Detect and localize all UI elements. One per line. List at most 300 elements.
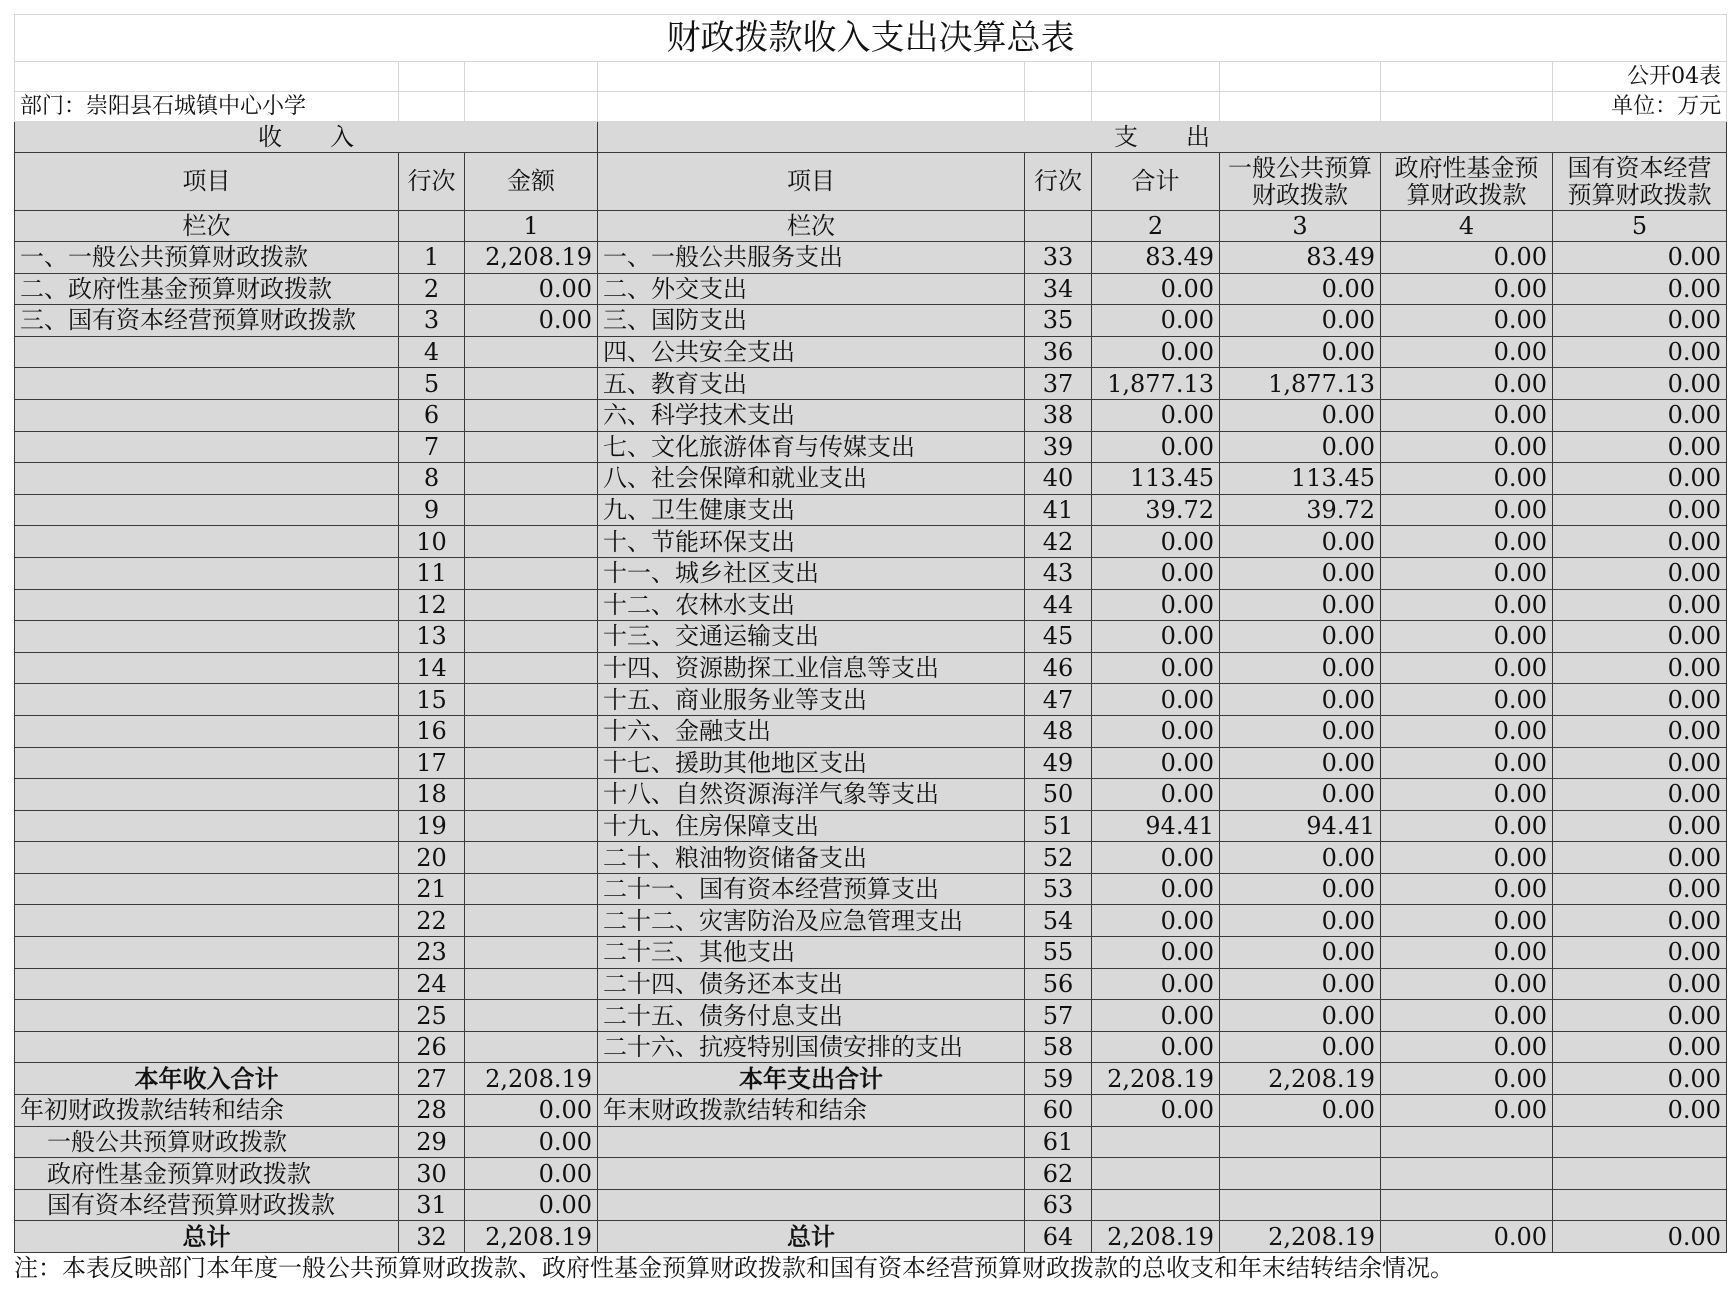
expense-fund: 0.00 [1381, 747, 1553, 779]
income-section-header: 收 入 [15, 122, 598, 153]
income-amount [465, 873, 598, 905]
table-row [15, 589, 1727, 621]
expense-state: 0.00 [1553, 905, 1727, 937]
table-row [15, 273, 1727, 305]
income-amount [465, 842, 598, 874]
expense-line-no: 48 [1025, 715, 1092, 747]
expense-item: 十、节能环保支出 [598, 526, 1025, 558]
table-row [15, 1031, 1727, 1063]
expense-line-no: 64 [1025, 1221, 1092, 1253]
expense-state: 0.00 [1553, 242, 1727, 274]
expense-state: 0.00 [1553, 305, 1727, 337]
expense-total: 0.00 [1092, 873, 1220, 905]
col-number-5: 5 [1553, 211, 1727, 242]
expense-state-header: 国有资本经营预算财政拨款 [1553, 153, 1727, 211]
table-row [15, 715, 1727, 747]
expense-state: 0.00 [1553, 1095, 1727, 1127]
expense-general: 0.00 [1220, 652, 1381, 684]
expense-line-header: 行次 [1025, 153, 1092, 211]
expense-line-no: 58 [1025, 1031, 1092, 1063]
income-line-no: 29 [399, 1126, 465, 1158]
expense-item: 十七、援助其他地区支出 [598, 747, 1025, 779]
expense-total: 0.00 [1092, 652, 1220, 684]
expense-general: 0.00 [1220, 968, 1381, 1000]
income-line-header: 行次 [399, 153, 465, 211]
income-amount [465, 336, 598, 368]
expense-general: 0.00 [1220, 905, 1381, 937]
expense-fund: 0.00 [1381, 873, 1553, 905]
income-item [15, 652, 399, 684]
expense-general [1220, 1189, 1381, 1221]
expense-line-no: 47 [1025, 684, 1092, 716]
expense-fund: 0.00 [1381, 526, 1553, 558]
expense-item: 十六、金融支出 [598, 715, 1025, 747]
expense-item: 五、教育支出 [598, 368, 1025, 400]
expense-line-no: 46 [1025, 652, 1092, 684]
expense-line-no: 53 [1025, 873, 1092, 905]
expense-state: 0.00 [1553, 652, 1727, 684]
expense-state: 0.00 [1553, 1000, 1727, 1032]
expense-item: 二十六、抗疫特别国债安排的支出 [598, 1031, 1025, 1063]
income-amount [465, 368, 598, 400]
expense-line-no: 37 [1025, 368, 1092, 400]
income-amount [465, 747, 598, 779]
expense-item: 七、文化旅游体育与传媒支出 [598, 431, 1025, 463]
expense-line-no: 34 [1025, 273, 1092, 305]
expense-fund: 0.00 [1381, 1031, 1553, 1063]
income-line-no: 21 [399, 873, 465, 905]
expense-fund: 0.00 [1381, 273, 1553, 305]
department-label: 部门：崇阳县石城镇中心小学 [15, 92, 399, 122]
income-line-no: 12 [399, 589, 465, 621]
expense-line-no: 44 [1025, 589, 1092, 621]
income-amount [465, 652, 598, 684]
expense-fund: 0.00 [1381, 842, 1553, 874]
income-item [15, 399, 399, 431]
expense-line-no: 60 [1025, 1095, 1092, 1127]
expense-state: 0.00 [1553, 842, 1727, 874]
expense-state: 0.00 [1553, 1031, 1727, 1063]
income-line-no: 31 [399, 1189, 465, 1221]
expense-fund: 0.00 [1381, 652, 1553, 684]
expense-state: 0.00 [1553, 937, 1727, 969]
income-amount: 0.00 [465, 1126, 598, 1158]
income-item: 总计 [15, 1221, 399, 1253]
income-line-no: 2 [399, 273, 465, 305]
expense-total-header: 合计 [1092, 153, 1220, 211]
expense-general: 2,208.19 [1220, 1063, 1381, 1095]
table-row [15, 1126, 1727, 1158]
expense-item: 十九、住房保障支出 [598, 810, 1025, 842]
income-item: 国有资本经营预算财政拨款 [15, 1189, 399, 1221]
expense-total: 0.00 [1092, 684, 1220, 716]
expense-general: 1,877.13 [1220, 368, 1381, 400]
expense-item: 八、社会保障和就业支出 [598, 463, 1025, 495]
expense-total: 0.00 [1092, 968, 1220, 1000]
income-line-no: 17 [399, 747, 465, 779]
income-line-no: 9 [399, 494, 465, 526]
table-row [15, 621, 1727, 653]
expense-total: 94.41 [1092, 810, 1220, 842]
expense-state: 0.00 [1553, 621, 1727, 653]
expense-state: 0.00 [1553, 526, 1727, 558]
expense-state: 0.00 [1553, 557, 1727, 589]
expense-state [1553, 1126, 1727, 1158]
income-line-no: 23 [399, 937, 465, 969]
unit-label: 单位：万元 [1553, 92, 1727, 122]
expense-item: 十八、自然资源海洋气象等支出 [598, 779, 1025, 811]
expense-general: 0.00 [1220, 336, 1381, 368]
income-line-no: 16 [399, 715, 465, 747]
expense-total: 0.00 [1092, 715, 1220, 747]
income-line-no: 19 [399, 810, 465, 842]
expense-general-header: 一般公共预算财政拨款 [1220, 153, 1381, 211]
expense-line-no: 42 [1025, 526, 1092, 558]
expense-state: 0.00 [1553, 810, 1727, 842]
expense-line-no: 63 [1025, 1189, 1092, 1221]
income-item [15, 336, 399, 368]
table-row [15, 399, 1727, 431]
table-row [15, 810, 1727, 842]
income-item: 二、政府性基金预算财政拨款 [15, 273, 399, 305]
expense-line-no: 54 [1025, 905, 1092, 937]
income-line-no: 20 [399, 842, 465, 874]
col-number-2: 2 [1092, 211, 1220, 242]
expense-line-no: 57 [1025, 1000, 1092, 1032]
expense-line-no: 49 [1025, 747, 1092, 779]
expense-item: 二十四、债务还本支出 [598, 968, 1025, 1000]
expense-line-no: 40 [1025, 463, 1092, 495]
expense-fund: 0.00 [1381, 399, 1553, 431]
expense-fund: 0.00 [1381, 1095, 1553, 1127]
expense-line-no: 52 [1025, 842, 1092, 874]
expense-item [598, 1126, 1025, 1158]
income-line-no: 7 [399, 431, 465, 463]
income-line-no: 10 [399, 526, 465, 558]
expense-total: 0.00 [1092, 747, 1220, 779]
expense-line-no: 36 [1025, 336, 1092, 368]
income-item-header: 项目 [15, 153, 399, 211]
income-amount [465, 526, 598, 558]
report-sheet [14, 14, 1726, 1253]
expense-general: 0.00 [1220, 621, 1381, 653]
income-amount [465, 557, 598, 589]
expense-general: 39.72 [1220, 494, 1381, 526]
income-item [15, 1000, 399, 1032]
table-row [15, 368, 1727, 400]
expense-item-header: 项目 [598, 153, 1025, 211]
expense-total: 0.00 [1092, 1095, 1220, 1127]
expense-line-no: 38 [1025, 399, 1092, 431]
income-item: 政府性基金预算财政拨款 [15, 1158, 399, 1190]
expense-state: 0.00 [1553, 779, 1727, 811]
income-line-no: 11 [399, 557, 465, 589]
income-item: 一般公共预算财政拨款 [15, 1126, 399, 1158]
expense-total: 0.00 [1092, 905, 1220, 937]
income-amount [465, 937, 598, 969]
col-number-1: 1 [465, 211, 598, 242]
expense-general: 83.49 [1220, 242, 1381, 274]
expense-state: 0.00 [1553, 494, 1727, 526]
expense-total: 0.00 [1092, 779, 1220, 811]
income-line-no: 28 [399, 1095, 465, 1127]
expense-fund [1381, 1126, 1553, 1158]
expense-item: 二十二、灾害防治及应急管理支出 [598, 905, 1025, 937]
expense-total: 0.00 [1092, 621, 1220, 653]
table-row [15, 684, 1727, 716]
income-item [15, 747, 399, 779]
report-table [14, 14, 1727, 1253]
income-item [15, 810, 399, 842]
expense-general: 0.00 [1220, 589, 1381, 621]
table-row [15, 968, 1727, 1000]
table-row [15, 336, 1727, 368]
income-line-no: 32 [399, 1221, 465, 1253]
income-amount [465, 463, 598, 495]
expense-general: 0.00 [1220, 526, 1381, 558]
expense-general: 0.00 [1220, 842, 1381, 874]
expense-line-no: 51 [1025, 810, 1092, 842]
expense-line-no: 56 [1025, 968, 1092, 1000]
expense-general: 0.00 [1220, 715, 1381, 747]
expense-state: 0.00 [1553, 589, 1727, 621]
expense-state: 0.00 [1553, 273, 1727, 305]
income-amount-header: 金额 [465, 153, 598, 211]
income-amount: 2,208.19 [465, 242, 598, 274]
income-amount [465, 905, 598, 937]
table-row [15, 305, 1727, 337]
table-row [15, 494, 1727, 526]
income-item [15, 368, 399, 400]
expense-item: 四、公共安全支出 [598, 336, 1025, 368]
expense-fund-header: 政府性基金预算财政拨款 [1381, 153, 1553, 211]
income-line-no: 15 [399, 684, 465, 716]
expense-fund: 0.00 [1381, 305, 1553, 337]
expense-item: 十四、资源勘探工业信息等支出 [598, 652, 1025, 684]
expense-fund: 0.00 [1381, 968, 1553, 1000]
expense-line-no: 61 [1025, 1126, 1092, 1158]
expense-state: 0.00 [1553, 431, 1727, 463]
income-item [15, 905, 399, 937]
income-amount [465, 621, 598, 653]
expense-state: 0.00 [1553, 399, 1727, 431]
expense-total: 0.00 [1092, 1031, 1220, 1063]
expense-fund: 0.00 [1381, 431, 1553, 463]
expense-total: 0.00 [1092, 589, 1220, 621]
expense-state: 0.00 [1553, 1221, 1727, 1253]
income-item [15, 715, 399, 747]
expense-item: 二、外交支出 [598, 273, 1025, 305]
income-item [15, 526, 399, 558]
expense-item: 十三、交通运输支出 [598, 621, 1025, 653]
income-amount [465, 1031, 598, 1063]
expense-line-no: 43 [1025, 557, 1092, 589]
income-amount: 0.00 [465, 1158, 598, 1190]
expense-state [1553, 1158, 1727, 1190]
table-row [15, 1189, 1727, 1221]
income-amount [465, 684, 598, 716]
income-amount [465, 399, 598, 431]
table-row [15, 1063, 1727, 1095]
income-amount [465, 715, 598, 747]
expense-total [1092, 1158, 1220, 1190]
expense-line-no: 62 [1025, 1158, 1092, 1190]
table-row [15, 557, 1727, 589]
expense-total: 2,208.19 [1092, 1221, 1220, 1253]
income-amount [465, 968, 598, 1000]
income-amount: 0.00 [465, 1189, 598, 1221]
expense-state: 0.00 [1553, 747, 1727, 779]
expense-item: 十五、商业服务业等支出 [598, 684, 1025, 716]
income-amount [465, 494, 598, 526]
expense-item: 二十一、国有资本经营预算支出 [598, 873, 1025, 905]
expense-general: 0.00 [1220, 1095, 1381, 1127]
income-line-no: 1 [399, 242, 465, 274]
expense-fund: 0.00 [1381, 1000, 1553, 1032]
expense-fund: 0.00 [1381, 368, 1553, 400]
income-item [15, 621, 399, 653]
table-row [15, 1095, 1727, 1127]
income-line-no: 6 [399, 399, 465, 431]
expense-fund: 0.00 [1381, 494, 1553, 526]
expense-line-no: 59 [1025, 1063, 1092, 1095]
expense-general: 0.00 [1220, 1031, 1381, 1063]
table-row [15, 431, 1727, 463]
table-row [15, 242, 1727, 274]
expense-line-no: 50 [1025, 779, 1092, 811]
expense-fund: 0.00 [1381, 810, 1553, 842]
income-item [15, 494, 399, 526]
expense-general: 0.00 [1220, 747, 1381, 779]
expense-item: 二十、粮油物资储备支出 [598, 842, 1025, 874]
income-item [15, 589, 399, 621]
income-item [15, 431, 399, 463]
expense-total: 0.00 [1092, 1000, 1220, 1032]
table-row [15, 747, 1727, 779]
income-amount [465, 810, 598, 842]
expense-general [1220, 1126, 1381, 1158]
expense-line-no: 45 [1025, 621, 1092, 653]
expense-total: 83.49 [1092, 242, 1220, 274]
expense-item [598, 1189, 1025, 1221]
income-line-no: 24 [399, 968, 465, 1000]
table-row [15, 652, 1727, 684]
income-item [15, 937, 399, 969]
expense-state: 0.00 [1553, 1063, 1727, 1095]
income-line-no: 5 [399, 368, 465, 400]
expense-item: 三、国防支出 [598, 305, 1025, 337]
expense-general: 0.00 [1220, 684, 1381, 716]
table-row [15, 905, 1727, 937]
income-line-no: 14 [399, 652, 465, 684]
col-number-3: 3 [1220, 211, 1381, 242]
table-row [15, 842, 1727, 874]
income-line-no: 27 [399, 1063, 465, 1095]
expense-general [1220, 1158, 1381, 1190]
expense-fund: 0.00 [1381, 336, 1553, 368]
income-item [15, 463, 399, 495]
expense-item: 十二、农林水支出 [598, 589, 1025, 621]
income-line-no: 30 [399, 1158, 465, 1190]
income-line-no: 8 [399, 463, 465, 495]
expense-total: 2,208.19 [1092, 1063, 1220, 1095]
form-code: 公开04表 [1553, 62, 1727, 92]
expense-fund: 0.00 [1381, 589, 1553, 621]
income-amount: 2,208.19 [465, 1221, 598, 1253]
income-item: 一、一般公共预算财政拨款 [15, 242, 399, 274]
expense-state: 0.00 [1553, 463, 1727, 495]
expense-state [1553, 1189, 1727, 1221]
income-item [15, 1031, 399, 1063]
income-amount: 2,208.19 [465, 1063, 598, 1095]
expense-fund: 0.00 [1381, 684, 1553, 716]
expense-item: 二十五、债务付息支出 [598, 1000, 1025, 1032]
income-line-no: 22 [399, 905, 465, 937]
expense-fund: 0.00 [1381, 937, 1553, 969]
expense-item: 年末财政拨款结转和结余 [598, 1095, 1025, 1127]
expense-general: 2,208.19 [1220, 1221, 1381, 1253]
expense-fund: 0.00 [1381, 779, 1553, 811]
income-item [15, 873, 399, 905]
expense-general: 113.45 [1220, 463, 1381, 495]
expense-section-header: 支 出 [598, 122, 1727, 153]
expense-item [598, 1158, 1025, 1190]
expense-line-no: 33 [1025, 242, 1092, 274]
expense-total [1092, 1189, 1220, 1221]
expense-total: 0.00 [1092, 842, 1220, 874]
expense-fund: 0.00 [1381, 715, 1553, 747]
expense-item: 总计 [598, 1221, 1025, 1253]
footnote: 注：本表反映部门本年度一般公共预算财政拨款、政府性基金预算财政拨款和国有资本经营预算财政拨款的总收支和年末结转结余情况。 [14, 1254, 1454, 1282]
table-row [15, 1000, 1727, 1032]
expense-total: 0.00 [1092, 431, 1220, 463]
expense-fund: 0.00 [1381, 1221, 1553, 1253]
expense-state: 0.00 [1553, 968, 1727, 1000]
income-line-no: 13 [399, 621, 465, 653]
expense-fund: 0.00 [1381, 557, 1553, 589]
expense-general: 94.41 [1220, 810, 1381, 842]
income-item: 本年收入合计 [15, 1063, 399, 1095]
expense-state: 0.00 [1553, 684, 1727, 716]
income-item [15, 684, 399, 716]
expense-general: 0.00 [1220, 305, 1381, 337]
income-item: 三、国有资本经营预算财政拨款 [15, 305, 399, 337]
expense-fund [1381, 1189, 1553, 1221]
expense-total: 113.45 [1092, 463, 1220, 495]
income-line-no: 25 [399, 1000, 465, 1032]
expense-state: 0.00 [1553, 715, 1727, 747]
expense-fund: 0.00 [1381, 905, 1553, 937]
expense-total: 0.00 [1092, 557, 1220, 589]
expense-total [1092, 1126, 1220, 1158]
income-amount [465, 1000, 598, 1032]
expense-total: 0.00 [1092, 305, 1220, 337]
table-row [15, 526, 1727, 558]
expense-general: 0.00 [1220, 557, 1381, 589]
expense-state: 0.00 [1553, 873, 1727, 905]
expense-general: 0.00 [1220, 399, 1381, 431]
expense-general: 0.00 [1220, 937, 1381, 969]
expense-state: 0.00 [1553, 336, 1727, 368]
expense-fund: 0.00 [1381, 621, 1553, 653]
expense-fund: 0.00 [1381, 242, 1553, 274]
income-col-label: 栏次 [15, 211, 399, 242]
table-row [15, 463, 1727, 495]
expense-fund: 0.00 [1381, 463, 1553, 495]
expense-total: 0.00 [1092, 399, 1220, 431]
expense-general: 0.00 [1220, 1000, 1381, 1032]
expense-general: 0.00 [1220, 273, 1381, 305]
